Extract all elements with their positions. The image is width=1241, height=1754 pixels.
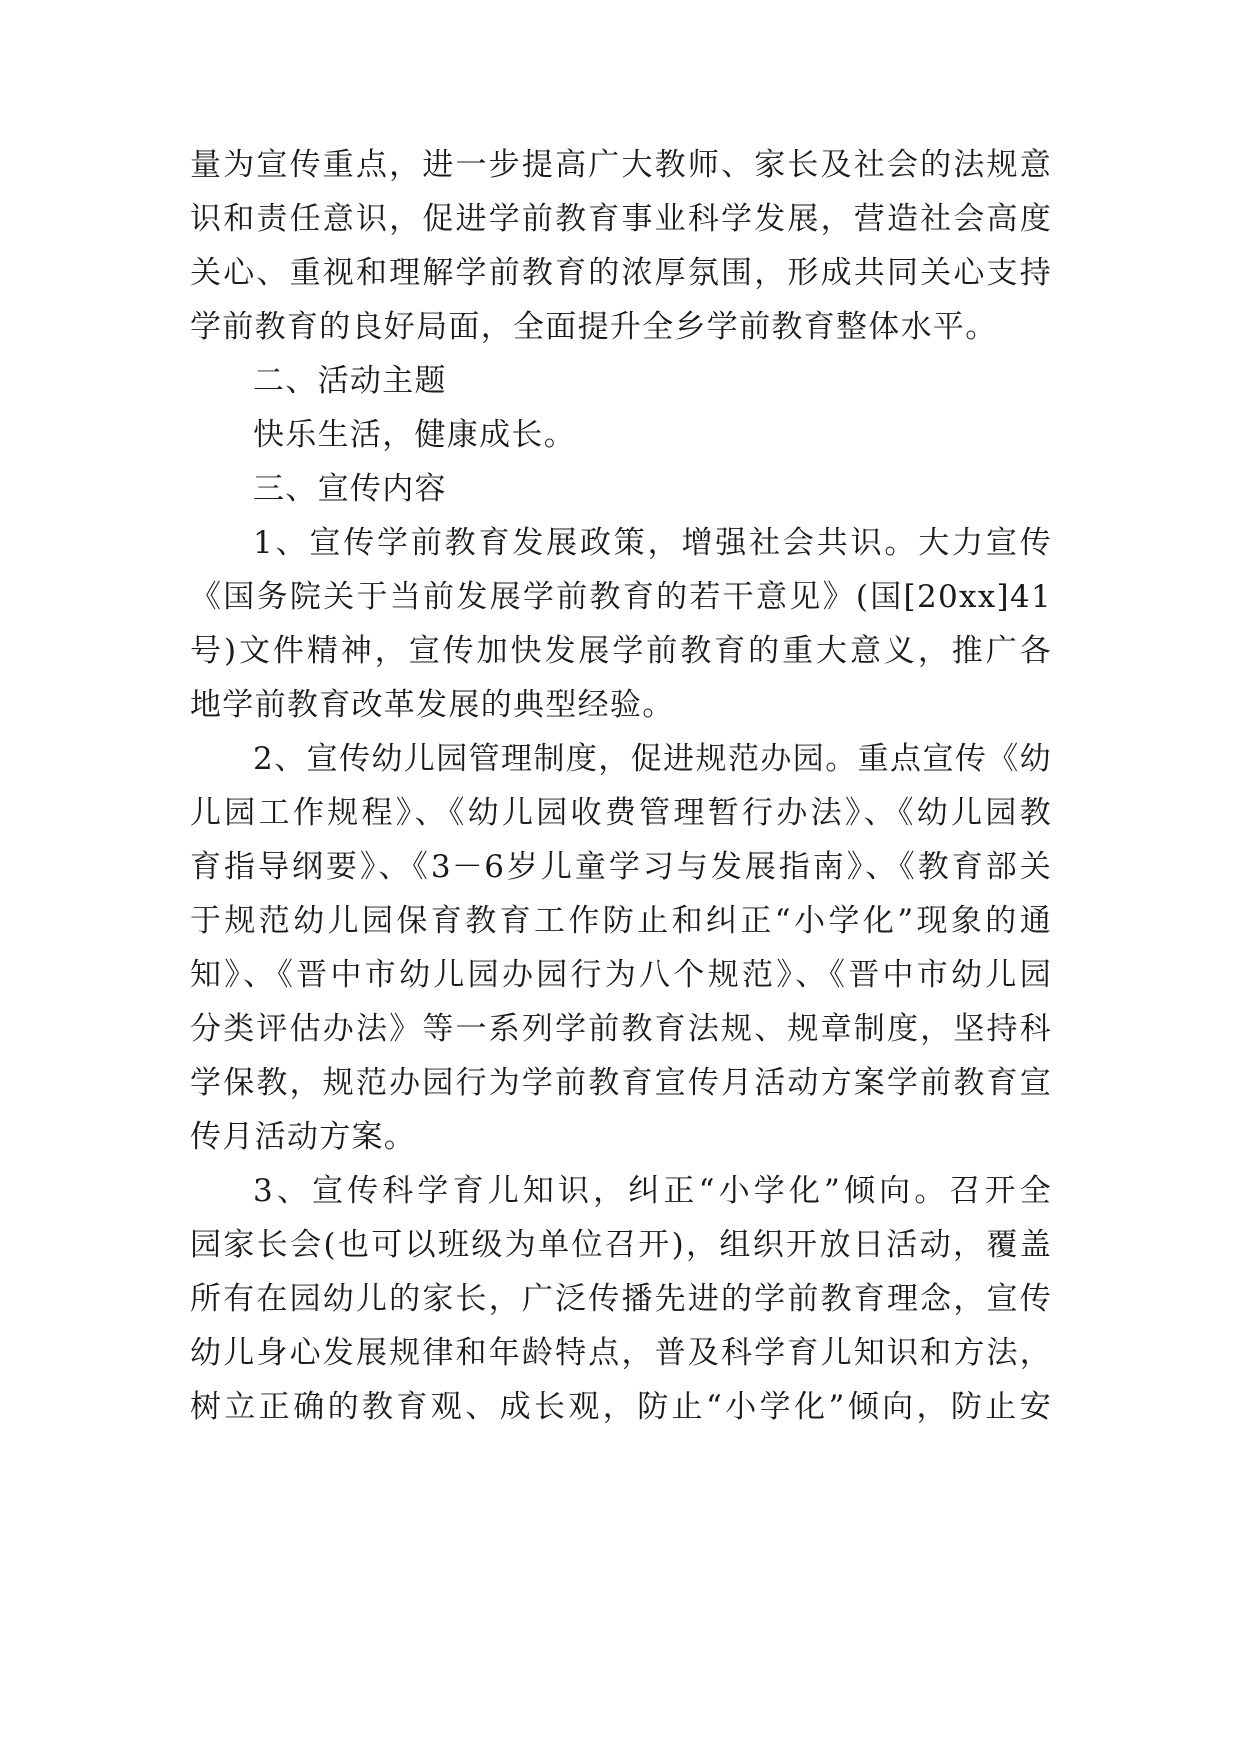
theme-text: 快乐生活，健康成长。	[253, 417, 576, 453]
body-text-line: 园家长会(也可以班级为单位召开)，组织开放日活动，覆盖	[190, 1227, 1052, 1263]
body-text-line: 号)文件精神，宣传加快发展学前教育的重大意义，推广各	[190, 633, 1052, 669]
item-1-first-line: 1、宣传学前教育发展政策，增强社会共识。大力宣传	[253, 525, 1052, 561]
section-heading-publicity-content: 三、宣传内容	[253, 471, 447, 507]
body-text-line: 知》、《晋中市幼儿园办园行为八个规范》、《晋中市幼儿园	[190, 957, 1052, 993]
body-text-line: 学前教育的良好局面，全面提升全乡学前教育整体水平。	[190, 309, 998, 345]
body-text-line: 幼儿身心发展规律和年龄特点，普及科学育儿知识和方法，	[190, 1335, 1052, 1371]
body-text-line: 《国务院关于当前发展学前教育的若干意见》(国[20xx]41	[190, 579, 1052, 615]
body-text-line: 传月活动方案。	[190, 1119, 417, 1155]
body-text-line: 分类评估办法》等一系列学前教育法规、规章制度，坚持科	[190, 1011, 1052, 1047]
section-heading-activity-theme: 二、活动主题	[253, 363, 447, 399]
item-2-first-line: 2、宣传幼儿园管理制度，促进规范办园。重点宣传《幼	[253, 741, 1052, 777]
body-text-line: 学保教，规范办园行为学前教育宣传月活动方案学前教育宣	[190, 1065, 1052, 1101]
body-text-line: 地学前教育改革发展的典型经验。	[190, 687, 675, 723]
body-text-line: 所有在园幼儿的家长，广泛传播先进的学前教育理念，宣传	[190, 1281, 1052, 1317]
item-3-first-line: 3、宣传科学育儿知识，纠正“小学化”倾向。召开全	[253, 1173, 1052, 1209]
body-text-line: 儿园工作规程》、《幼儿园收费管理暂行办法》、《幼儿园教	[190, 795, 1052, 831]
body-text-line: 育指导纲要》、《3－6岁儿童学习与发展指南》、《教育部关	[190, 849, 1052, 885]
body-text-line: 量为宣传重点，进一步提高广大教师、家长及社会的法规意	[190, 147, 1052, 183]
body-text-line: 树立正确的教育观、成长观，防止“小学化”倾向，防止安	[190, 1389, 1052, 1425]
body-text-line: 关心、重视和理解学前教育的浓厚氛围，形成共同关心支持	[190, 255, 1052, 291]
body-text-line: 识和责任意识，促进学前教育事业科学发展，营造社会高度	[190, 201, 1052, 237]
body-text-line: 于规范幼儿园保育教育工作防止和纠正“小学化”现象的通	[190, 903, 1052, 939]
